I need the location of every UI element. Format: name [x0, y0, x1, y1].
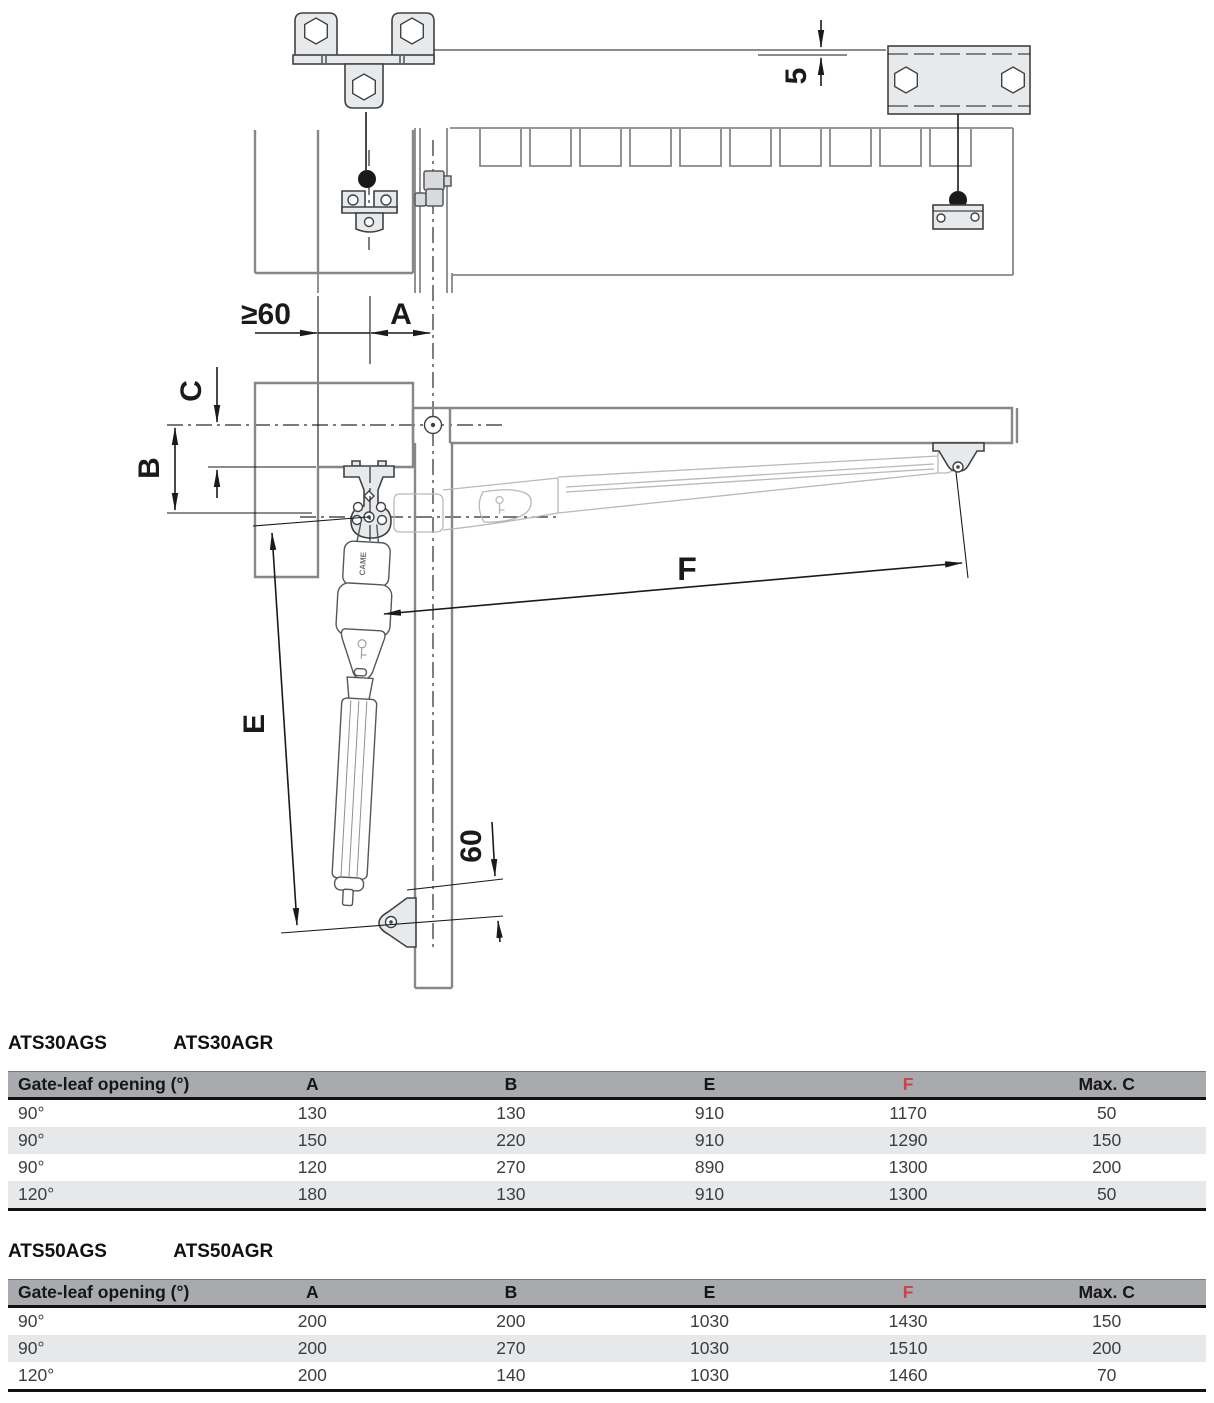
dimension-60 — [407, 822, 503, 942]
col-header-e: E — [610, 1280, 809, 1307]
dimension-b — [133, 428, 312, 513]
header-row — [8, 1280, 1206, 1307]
bolt-hex-icon — [305, 18, 328, 44]
bolt-hex-icon — [401, 18, 424, 44]
table-row — [8, 1335, 1206, 1362]
cell-e: 1030 — [690, 1365, 729, 1385]
cell-opening: 90° — [18, 1157, 45, 1177]
table-row — [8, 1307, 1206, 1336]
actuator-open — [320, 522, 395, 906]
cell-b: 130 — [496, 1184, 526, 1204]
col-header-opening: Gate-leaf opening (°) — [8, 1280, 213, 1307]
dimension-5 — [758, 20, 847, 86]
front-bracket-plan — [933, 443, 984, 472]
rear-bracket-plan — [344, 461, 394, 538]
bolt-hex-icon — [895, 67, 918, 93]
model-titles-ats50 — [8, 1241, 273, 1263]
cell-a: 150 — [297, 1130, 327, 1150]
cell-b: 220 — [496, 1130, 526, 1150]
col-header-a: A — [213, 1280, 412, 1307]
cell-e: 1030 — [690, 1311, 729, 1331]
dim-f-label: F — [677, 551, 697, 587]
cell-opening: 120° — [18, 1184, 55, 1204]
dim-min60-label: ≥60 — [241, 298, 291, 331]
dimensions-table-ats50 — [8, 1279, 1206, 1392]
cell-a: 200 — [297, 1311, 327, 1331]
gate-hinge-plan — [425, 417, 442, 434]
cell-f: 1510 — [888, 1338, 928, 1358]
cell-e: 1030 — [690, 1338, 729, 1358]
dimension-offset-a — [241, 296, 430, 466]
cell-opening: 90° — [18, 1130, 45, 1150]
model-name: ATS50AGR — [173, 1241, 274, 1262]
cell-e: 890 — [694, 1157, 725, 1177]
cell-a: 180 — [297, 1184, 327, 1204]
cell-b: 270 — [496, 1157, 526, 1177]
cell-maxc: 70 — [1096, 1365, 1117, 1385]
cell-opening: 90° — [18, 1103, 45, 1123]
front-bracket-exploded — [434, 46, 1030, 114]
dimension-c — [175, 367, 316, 498]
cell-maxc: 200 — [1092, 1157, 1122, 1177]
cell-b: 140 — [496, 1365, 526, 1385]
cell-a: 200 — [297, 1365, 327, 1385]
model-name: ATS30AGR — [173, 1033, 274, 1054]
gate-elevation — [415, 128, 1013, 293]
model-name: ATS30AGS — [8, 1033, 107, 1054]
dim-b-label: B — [133, 457, 166, 479]
cell-f: 1170 — [889, 1103, 927, 1123]
col-header-f: F — [809, 1280, 1008, 1307]
rear-bracket-leader — [358, 112, 376, 188]
cell-a: 200 — [297, 1338, 327, 1358]
cell-opening: 90° — [18, 1311, 45, 1331]
dim-e-label: E — [238, 713, 271, 735]
table-row — [8, 1154, 1206, 1181]
front-bracket-open-plan — [379, 898, 416, 947]
cell-b: 130 — [496, 1103, 526, 1123]
came-logo: CAME — [357, 551, 369, 576]
rear-bracket-mounted — [342, 191, 397, 232]
gate-slats — [480, 129, 971, 166]
header-row — [8, 1072, 1206, 1099]
cell-e: 910 — [694, 1130, 725, 1150]
gate-leaf-closed-plan — [413, 408, 1017, 443]
cell-b: 200 — [496, 1311, 526, 1331]
dimensions-table-ats30 — [8, 1071, 1206, 1211]
table-row — [8, 1362, 1206, 1391]
col-header-e: E — [610, 1072, 809, 1099]
col-header-b: B — [412, 1280, 611, 1307]
table-row — [8, 1099, 1206, 1128]
rear-bracket-exploded — [293, 13, 434, 108]
cell-f: 1300 — [888, 1157, 928, 1177]
cell-maxc: 150 — [1092, 1130, 1122, 1150]
col-header-b: B — [412, 1072, 611, 1099]
cell-opening: 120° — [18, 1365, 55, 1385]
cell-opening: 90° — [18, 1338, 45, 1358]
dim-5-label: 5 — [780, 67, 813, 85]
col-header-opening: Gate-leaf opening (°) — [8, 1072, 213, 1099]
table-row — [8, 1181, 1206, 1210]
cell-f: 1460 — [888, 1365, 928, 1385]
dim-c-label: C — [175, 380, 208, 402]
cell-e: 910 — [694, 1103, 725, 1123]
cell-maxc: 200 — [1092, 1338, 1122, 1358]
cell-b: 270 — [496, 1338, 526, 1358]
bolt-hex-icon — [1002, 67, 1025, 93]
cell-f: 1300 — [888, 1184, 928, 1204]
dim-a-label: A — [390, 298, 412, 331]
col-header-maxc: Max. C — [1007, 1072, 1206, 1099]
model-name: ATS50AGS — [8, 1241, 107, 1262]
bolt-hex-icon — [353, 74, 376, 100]
col-header-f: F — [809, 1072, 1008, 1099]
dimension-f — [384, 472, 968, 614]
cell-a: 130 — [297, 1103, 327, 1123]
model-titles-ats30 — [8, 1033, 273, 1055]
release-key-icon — [496, 497, 505, 515]
cell-a: 120 — [297, 1157, 327, 1177]
col-header-a: A — [213, 1072, 412, 1099]
table-row — [8, 1127, 1206, 1154]
actuator-closed — [394, 453, 955, 532]
cell-maxc: 50 — [1096, 1184, 1117, 1204]
col-header-maxc: Max. C — [1007, 1280, 1206, 1307]
front-bracket-mounted — [933, 205, 983, 229]
dim-60-label: 60 — [455, 829, 488, 863]
cell-maxc: 150 — [1092, 1311, 1122, 1331]
cell-f: 1290 — [888, 1130, 928, 1150]
cell-e: 910 — [694, 1184, 725, 1204]
cell-maxc: 50 — [1096, 1103, 1117, 1123]
cell-f: 1430 — [888, 1311, 928, 1331]
